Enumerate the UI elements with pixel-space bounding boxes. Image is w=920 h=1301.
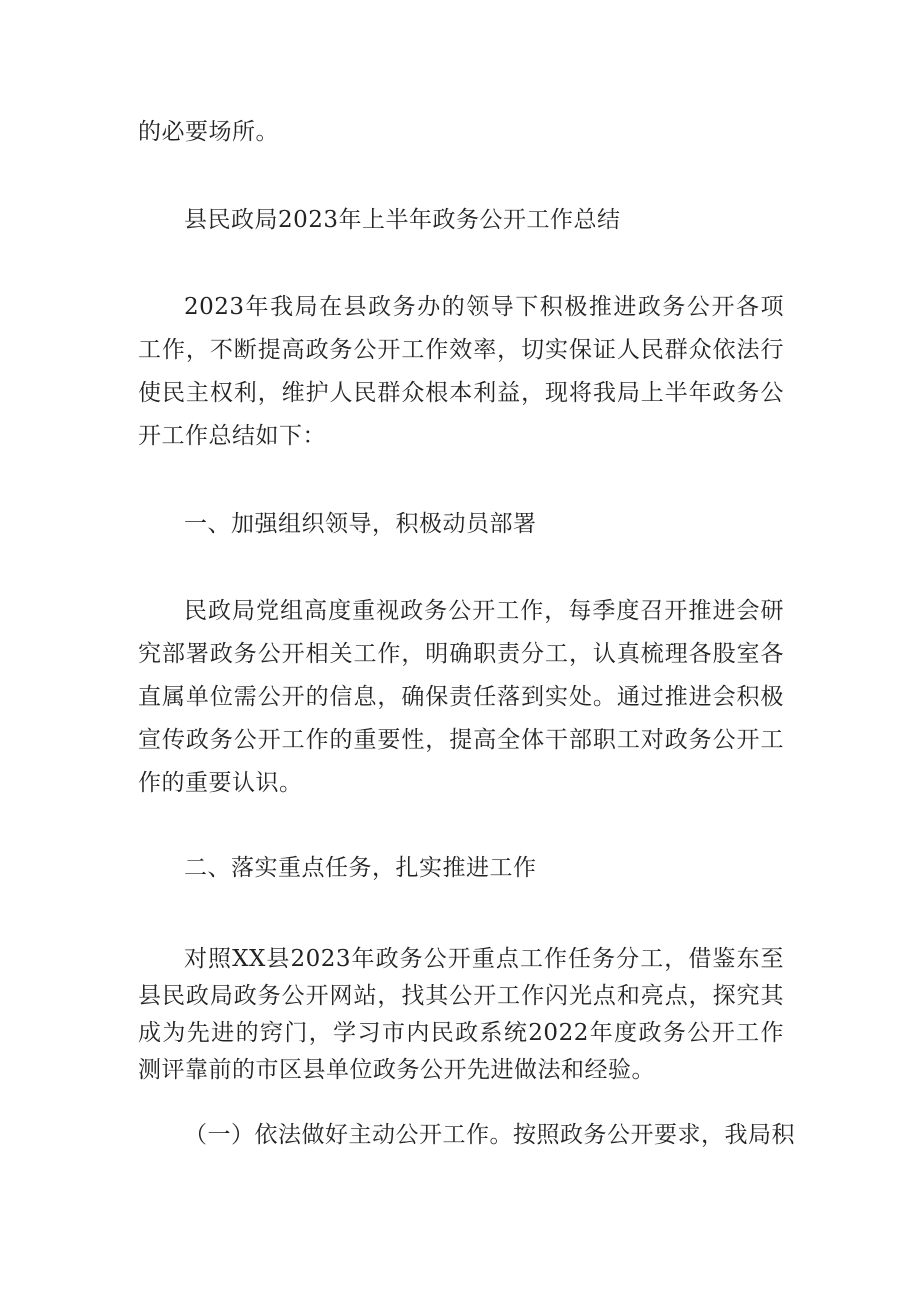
- section-2-heading: 二、落实重点任务，扎实推进工作: [184, 855, 537, 881]
- intro-paragraph: 2023年我局在县政务办的领导下积极推进政务公开各项工作，不断提高政务公开工作效率，切实保证人民群众依法行使民主权利，维护人民群众根本利益，现将我局上半年政务公开工作总结如下：: [138, 294, 784, 449]
- section-2-paragraph: 对照XX县2023年政务公开重点工作任务分工，借鉴东至县民政局政务公开网站，找其公开工作闪光点和亮点，探究其成为先进的窍门，学习市内民政系统2022年度政务公开工作测评靠前的市区县单位政务公开先进做法和经验。: [138, 946, 784, 1083]
- section-1-paragraph: 民政局党组高度重视政务公开工作，每季度召开推进会研究部署政务公开相关工作，明确职责分工，认真梳理各股室各直属单位需公开的信息，确保责任落到实处。通过推进会积极宣传政务公开工作的重要性，提高全体干部职工对政务公开工作的重要认识。: [138, 598, 784, 796]
- section-1-heading: 一、加强组织领导，积极动员部署: [184, 511, 537, 537]
- subsection-1-line: （一）依法做好主动公开工作。按照政务公开要求，我局积: [184, 1122, 795, 1148]
- document-title: 县民政局2023年上半年政务公开工作总结: [184, 207, 621, 233]
- lead-fragment: 的必要场所。: [138, 119, 279, 145]
